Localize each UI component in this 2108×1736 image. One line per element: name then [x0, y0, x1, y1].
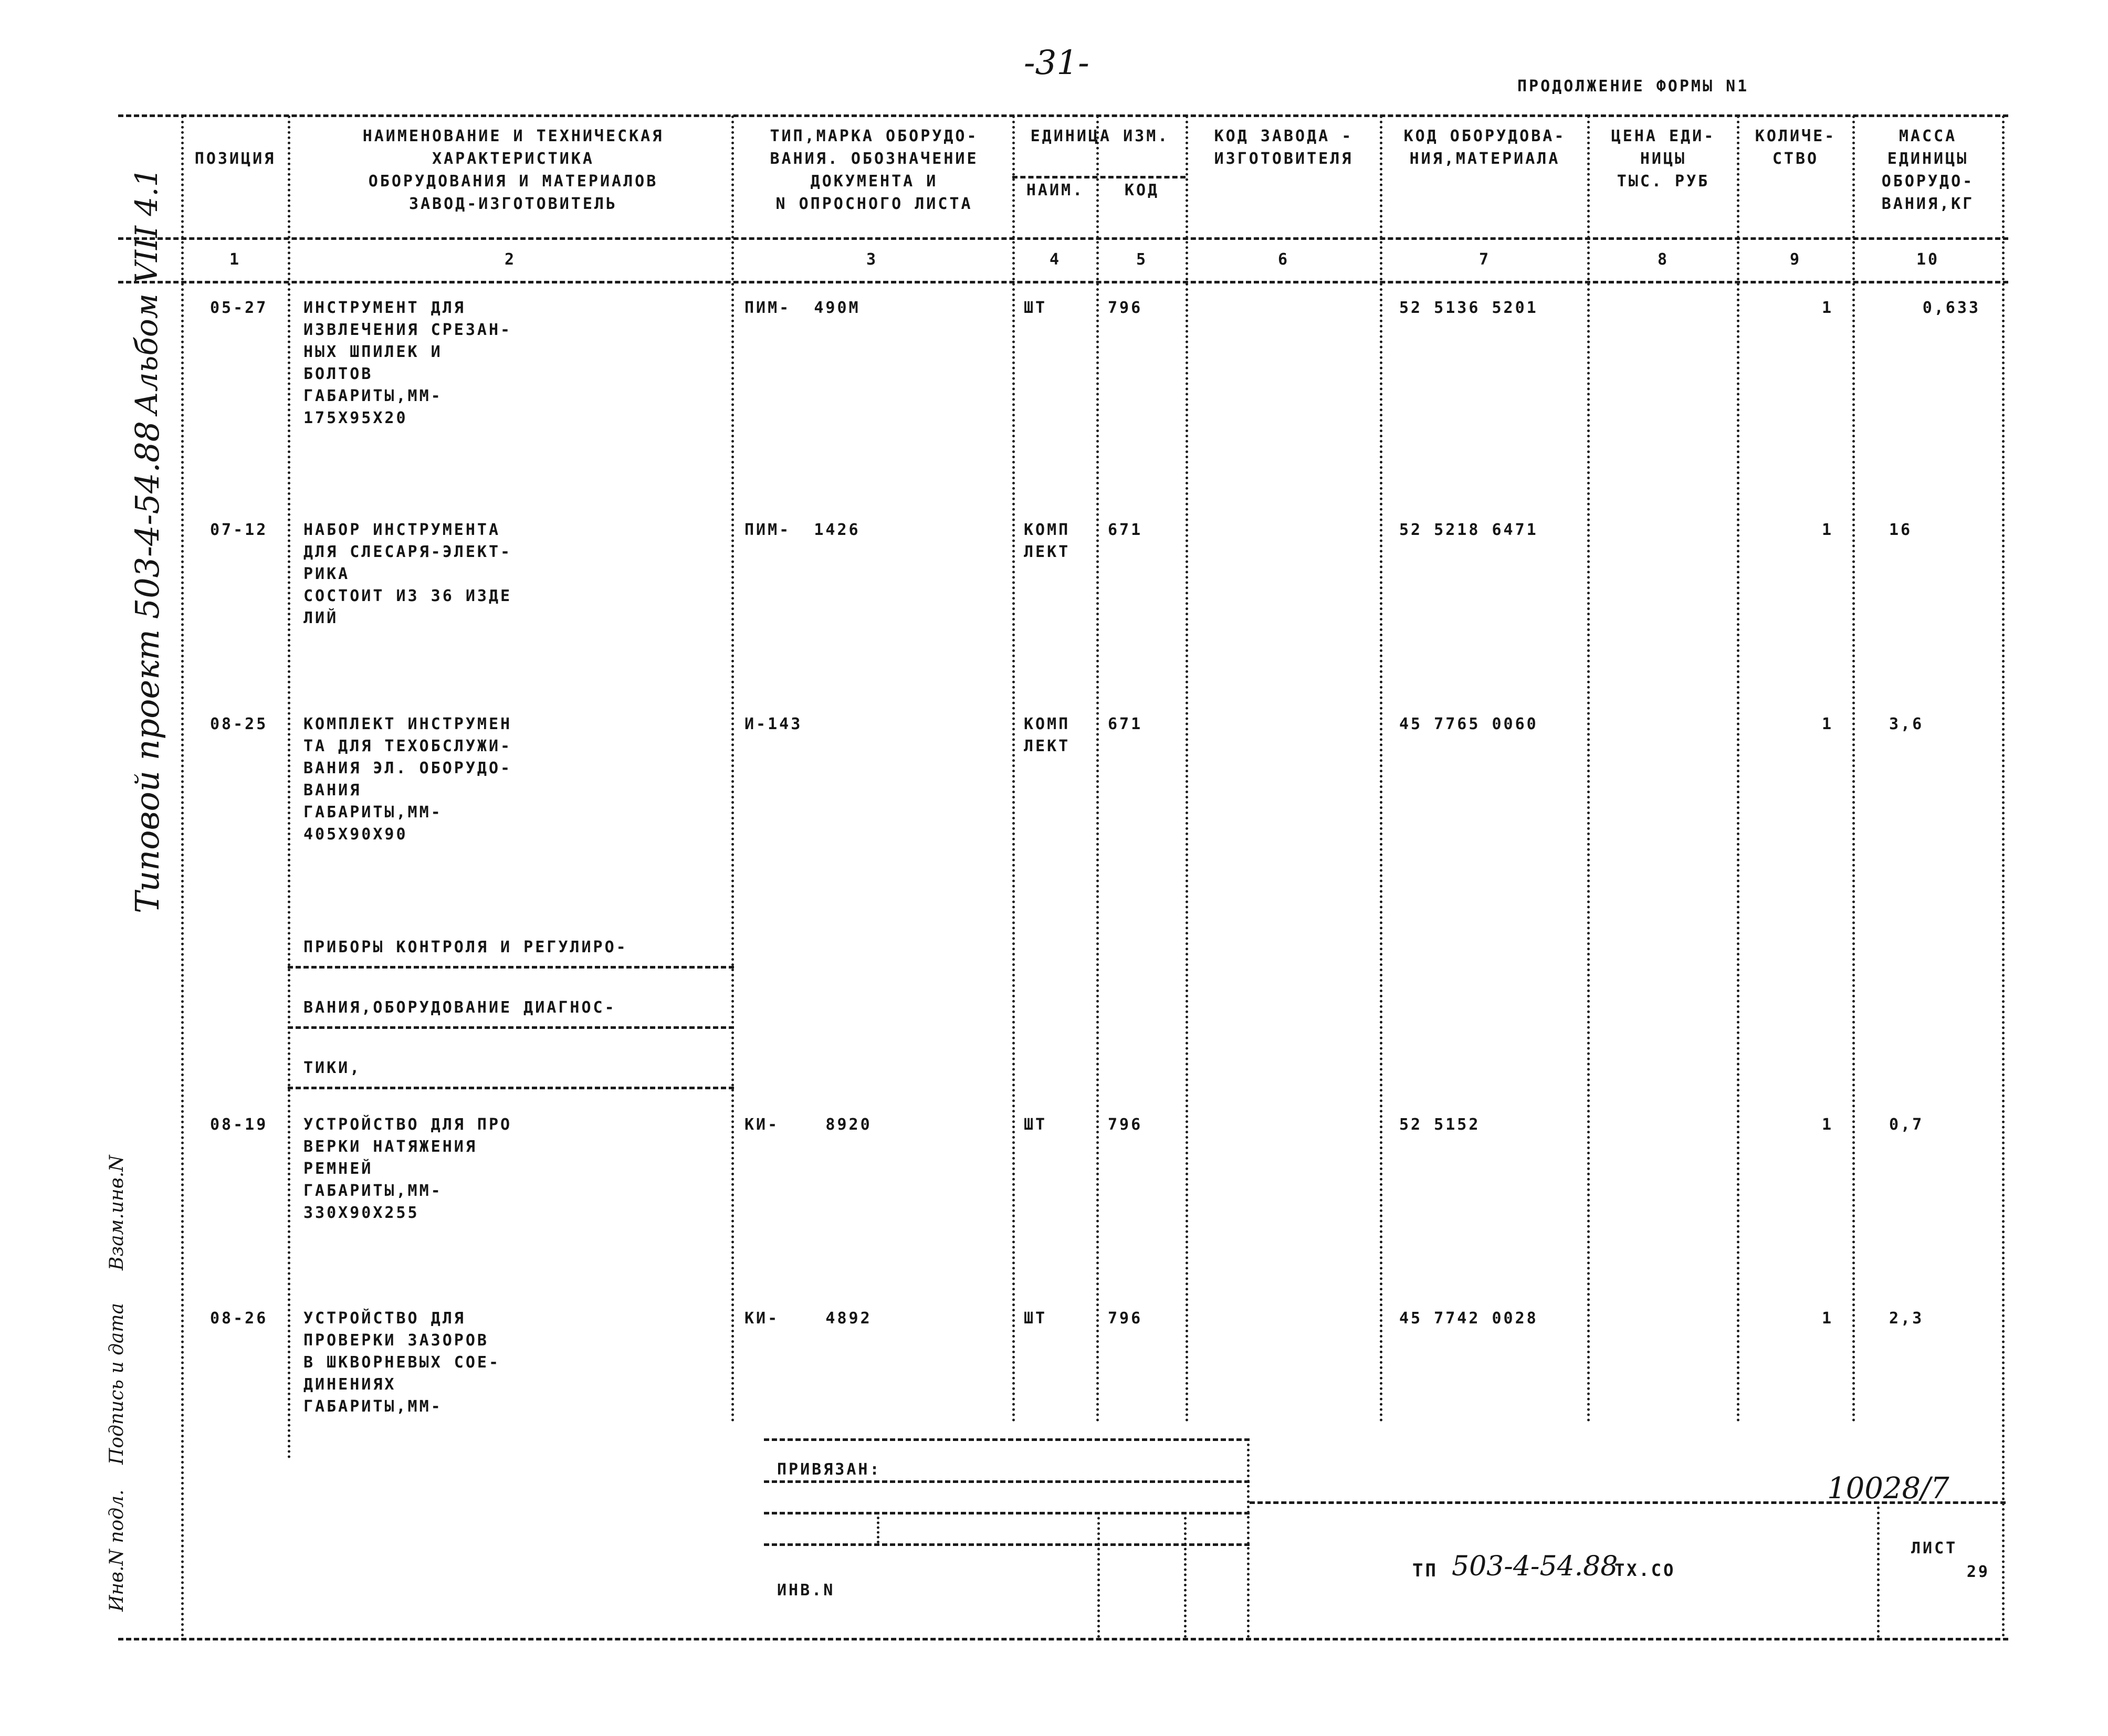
col-number: 1	[229, 250, 242, 269]
row-type: КИ- 8920	[744, 1116, 872, 1134]
row-name-line: ВАНИЯ	[303, 781, 362, 799]
row-name-line: 405Х90Х90	[303, 825, 408, 844]
stamp-label-replaced: Взам.инв.N	[106, 1155, 128, 1270]
row-name-line: ГАБАРИТЫ,ММ-	[303, 387, 443, 405]
header-code-line2: НИЯ,МАТЕРИАЛА	[1409, 150, 1560, 168]
header-name-line4: ЗАВОД-ИЗГОТОВИТЕЛЬ	[408, 195, 618, 213]
header-name-line2: ХАРАКТЕРИСТИКА	[432, 150, 594, 168]
header-price-line3: ТЫС. РУБ	[1617, 172, 1710, 191]
row-name-line: ПРОВЕРКИ ЗАЗОРОВ	[303, 1331, 489, 1350]
header-factory-line2: ИЗГОТОВИТЕЛЯ	[1214, 150, 1354, 168]
row-name-line: ВЕРКИ НАТЯЖЕНИЯ	[303, 1138, 477, 1156]
row-name-line: БОЛТОВ	[303, 365, 373, 383]
row-name-line: 330Х90Х255	[303, 1204, 419, 1222]
header-type-line4: N ОПРОСНОГО ЛИСТА	[775, 195, 973, 213]
row-type: И-143	[744, 715, 803, 733]
row-position: 08-25	[210, 715, 268, 733]
row-equipment-code: 52 5152	[1399, 1116, 1481, 1134]
row-unit: ШТ	[1024, 1309, 1047, 1328]
row-quantity: 1	[1821, 521, 1833, 539]
header-name-line1: НАИМЕНОВАНИЕ И ТЕХНИЧЕСКАЯ	[362, 127, 664, 145]
section-heading-line: ПРИБОРЫ КОНТРОЛЯ И РЕГУЛИРО-	[303, 938, 628, 956]
row-name-line: УСТРОЙСТВО ДЛЯ ПРО	[303, 1116, 512, 1134]
header-type-line3: ДОКУМЕНТА И	[810, 172, 938, 191]
row-name-line: ТА ДЛЯ ТЕХОБСЛУЖИ-	[303, 737, 512, 755]
row-name-line: КОМПЛЕКТ ИНСТРУМЕН	[303, 715, 512, 733]
section-heading-line: ТИКИ,	[303, 1059, 362, 1077]
row-name-line: ЛИЙ	[303, 609, 339, 627]
doc-number: 503-4-54.88	[1452, 1551, 1618, 1582]
col-number: 2	[504, 250, 517, 269]
section-heading-line: ВАНИЯ,ОБОРУДОВАНИЕ ДИАГНОС-	[303, 998, 616, 1017]
header-qty-line2: СТВО	[1772, 150, 1819, 168]
col-number: 3	[866, 250, 878, 269]
header-unit: ЕДИНИЦА ИЗМ.	[1030, 127, 1170, 145]
binding-label: ПРИВЯЗАН:	[777, 1460, 882, 1479]
row-name-line: РИКА	[303, 565, 350, 583]
header-unit-name: НАИМ.	[1026, 181, 1085, 199]
header-code-line1: КОД ОБОРУДОВА-	[1403, 127, 1566, 145]
row-unit-code: 671	[1108, 521, 1143, 539]
row-name-line: ГАБАРИТЫ,ММ-	[303, 803, 443, 822]
row-mass: 3,6	[1889, 715, 1924, 733]
row-unit: ЛЕКТ	[1024, 737, 1071, 755]
col-number: 4	[1049, 250, 1062, 269]
sheet-label: ЛИСТ	[1911, 1539, 1958, 1558]
header-price-line2: НИЦЫ	[1640, 150, 1687, 168]
row-unit: ШТ	[1024, 1116, 1047, 1134]
row-unit: ШТ	[1024, 299, 1047, 317]
row-equipment-code: 45 7742 0028	[1399, 1309, 1538, 1328]
row-mass: 0,633	[1922, 299, 1980, 317]
sheet-number: 29	[1966, 1563, 1990, 1581]
row-name-line: ДИНЕНИЯХ	[303, 1375, 396, 1394]
header-price-line1: ЦЕНА ЕДИ-	[1611, 127, 1716, 145]
row-unit-code: 796	[1108, 299, 1143, 317]
row-quantity: 1	[1821, 715, 1833, 733]
row-type: КИ- 4892	[744, 1309, 872, 1328]
row-type: ПИМ- 490М	[744, 299, 861, 317]
row-equipment-code: 52 5218 6471	[1399, 521, 1538, 539]
row-mass: 2,3	[1889, 1309, 1924, 1328]
row-name-line: ИНСТРУМЕНТ ДЛЯ	[303, 299, 466, 317]
row-name-line: ИЗВЛЕЧЕНИЯ СРЕЗАН-	[303, 321, 512, 339]
row-quantity: 1	[1821, 1116, 1833, 1134]
row-unit-code: 796	[1108, 1116, 1143, 1134]
row-position: 08-26	[210, 1309, 268, 1328]
row-mass: 0,7	[1889, 1116, 1924, 1134]
row-quantity: 1	[1821, 299, 1833, 317]
row-unit-code: 796	[1108, 1309, 1143, 1328]
header-type-line2: ВАНИЯ. ОБОЗНАЧЕНИЕ	[770, 150, 979, 168]
row-name-line: РЕМНЕЙ	[303, 1160, 373, 1178]
row-unit: КОМП	[1024, 521, 1071, 539]
doc-suffix: ТХ.СО	[1614, 1560, 1676, 1580]
col-number: 6	[1277, 250, 1290, 269]
header-type-line1: ТИП,МАРКА ОБОРУДО-	[770, 127, 979, 145]
col-number: 7	[1478, 250, 1491, 269]
row-quantity: 1	[1821, 1309, 1833, 1328]
row-name-line: В ШКВОРНЕВЫХ СОЕ-	[303, 1353, 501, 1372]
row-position: 08-19	[210, 1116, 268, 1134]
page-number: -31-	[1024, 44, 1089, 82]
row-unit-code: 671	[1108, 715, 1143, 733]
header-name-line3: ОБОРУДОВАНИЯ И МАТЕРИАЛОВ	[368, 172, 658, 191]
row-unit: ЛЕКТ	[1024, 543, 1071, 561]
row-name-line: ДЛЯ СЛЕСАРЯ-ЭЛЕКТ-	[303, 543, 512, 561]
stamp-label-inv: Инв.N подл.	[106, 1489, 128, 1612]
col-number: 8	[1657, 250, 1670, 269]
col-number: 10	[1916, 250, 1940, 269]
row-name-line: ВАНИЯ ЭЛ. ОБОРУДО-	[303, 759, 512, 777]
row-type: ПИМ- 1426	[744, 521, 861, 539]
header-mass-line3: ОБОРУДО-	[1881, 172, 1975, 191]
row-name-line: ГАБАРИТЫ,ММ-	[303, 1182, 443, 1200]
header-unit-code: КОД	[1124, 181, 1160, 199]
row-name-line: НЫХ ШПИЛЕК И	[303, 343, 443, 361]
row-name-line: ГАБАРИТЫ,ММ-	[303, 1397, 443, 1416]
header-qty-line1: КОЛИЧЕ-	[1755, 127, 1837, 145]
row-equipment-code: 45 7765 0060	[1399, 715, 1538, 733]
row-position: 07-12	[210, 521, 268, 539]
header-mass-line2: ЕДИНИЦЫ	[1887, 150, 1969, 168]
row-mass: 16	[1889, 521, 1913, 539]
doc-prefix: ТП	[1412, 1560, 1438, 1581]
header-mass-line4: ВАНИЯ,КГ	[1881, 195, 1975, 213]
row-equipment-code: 52 5136 5201	[1399, 299, 1538, 317]
row-name-line: НАБОР ИНСТРУМЕНТА	[303, 521, 501, 539]
form-continuation-label: ПРОДОЛЖЕНИЕ ФОРМЫ N1	[1517, 77, 1749, 96]
row-unit: КОМП	[1024, 715, 1071, 733]
row-name-line: 175Х95Х20	[303, 409, 408, 427]
row-name-line: УСТРОЙСТВО ДЛЯ	[303, 1309, 466, 1328]
row-name-line: СОСТОИТ ИЗ 36 ИЗДЕ	[303, 587, 512, 605]
col-number: 5	[1136, 250, 1148, 269]
inventory-label: ИНВ.N	[777, 1581, 835, 1600]
row-position: 05-27	[210, 299, 268, 317]
header-mass-line1: МАССА	[1899, 127, 1957, 145]
stamp-label-signature: Подпись и дата	[106, 1303, 128, 1465]
handwritten-number: 10028/7	[1827, 1471, 1949, 1506]
col-number: 9	[1789, 250, 1802, 269]
project-label: Типовой проект 503-4-54.88	[128, 421, 166, 913]
header-factory-line1: КОД ЗАВОДА -	[1214, 127, 1354, 145]
header-position: ПОЗИЦИЯ	[194, 150, 276, 168]
album-label: Альбом VIII 4.1	[129, 167, 164, 415]
